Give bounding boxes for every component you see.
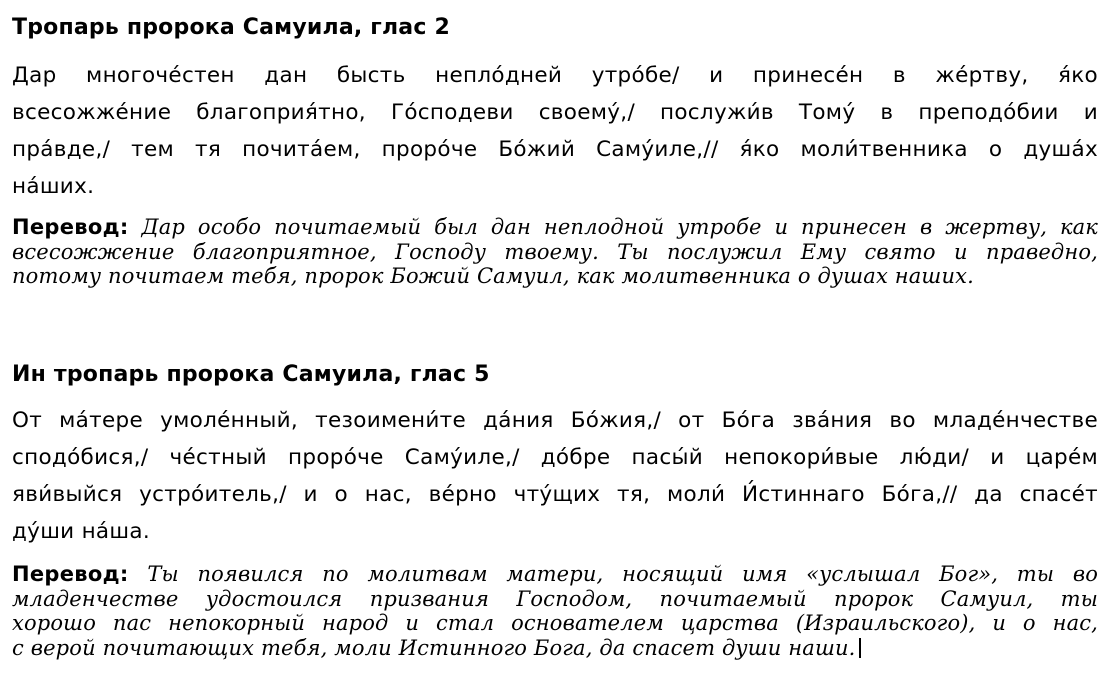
troparion-2-line-2: сподо́бися,/ че́стный проро́че Саму́иле,/ до́бре пасы́й непокори́вые лю́ди/ и царе́м [12, 445, 1098, 470]
troparion-2-title: Ин тропарь пророка Самуила, глас 5 [12, 362, 490, 387]
troparion-1-line-4: на́ших. [12, 174, 95, 199]
troparion-1-translation [12, 215, 1098, 289]
translation-2-line-4 [12, 636, 1098, 661]
troparion-2-text [12, 402, 1098, 550]
translation-2-line-3: хорошо пас непокорный народ и стал основателем царства (Израильского), и о нас, [12, 611, 1098, 635]
troparion-2-line-3: яви́выйся устро́итель,/ и о нас, ве́рно чту́щих тя, моли́ И́стиннаго Бо́га,// да спасе́т [12, 482, 1098, 507]
translation-2-line-1 [12, 562, 1098, 587]
text-cursor [859, 638, 861, 658]
translation-2-label: Перевод: [12, 562, 129, 586]
translation-2-line-4-text: с верой почитающих тебя, моли Истинного Бога, да спасет души наши. [12, 635, 856, 660]
translation-1-line-1 [12, 215, 1098, 240]
translation-1-line-1-text: Дар особо почитаемый был дан неплодной утробе и принесен в жертву, как [141, 215, 1098, 239]
troparion-2-line-1: От ма́тере умоле́нный, тезоимени́те да́ния Бо́жия,/ от Бо́га зва́ния во младе́нчестве [12, 408, 1098, 433]
translation-1-line-3: потому почитаем тебя, пророк Божий Самуил, как молитвенника о душах наших. [12, 264, 974, 288]
troparion-2-line-4: ду́ши на́ша. [12, 519, 150, 544]
troparion-2-translation [12, 562, 1098, 660]
translation-1-line-2: всесожжение благоприятное, Господу твоему. Ты послужил Ему свято и праведно, [12, 239, 1098, 264]
troparion-1-title: Тропарь пророка Самуила, глас 2 [12, 15, 450, 40]
troparion-1-text [12, 57, 1098, 205]
translation-2-line-2: младенчестве удостоился призвания Господом, почитаемый пророк Самуил, ты [12, 586, 1098, 611]
troparion-1-line-3: пра́вде,/ тем тя почита́ем, проро́че Бо́жий Саму́иле,// я́ко моли́твенника о душа́х [12, 137, 1098, 162]
troparion-1-line-1: Дар многоче́стен дан бысть непло́дней утро́бе/ и принесе́н в же́ртву, я́ко [12, 63, 1098, 88]
troparion-1-line-2: всесожже́ние благоприя́тно, Го́сподеви своему́,/ послужи́в Тому́ в преподо́бии и [12, 100, 1098, 125]
translation-2-line-1-text: Ты появился по молитвам матери, носящий имя «услышал Бог», ты во [147, 562, 1098, 586]
translation-1-label: Перевод: [12, 215, 129, 239]
